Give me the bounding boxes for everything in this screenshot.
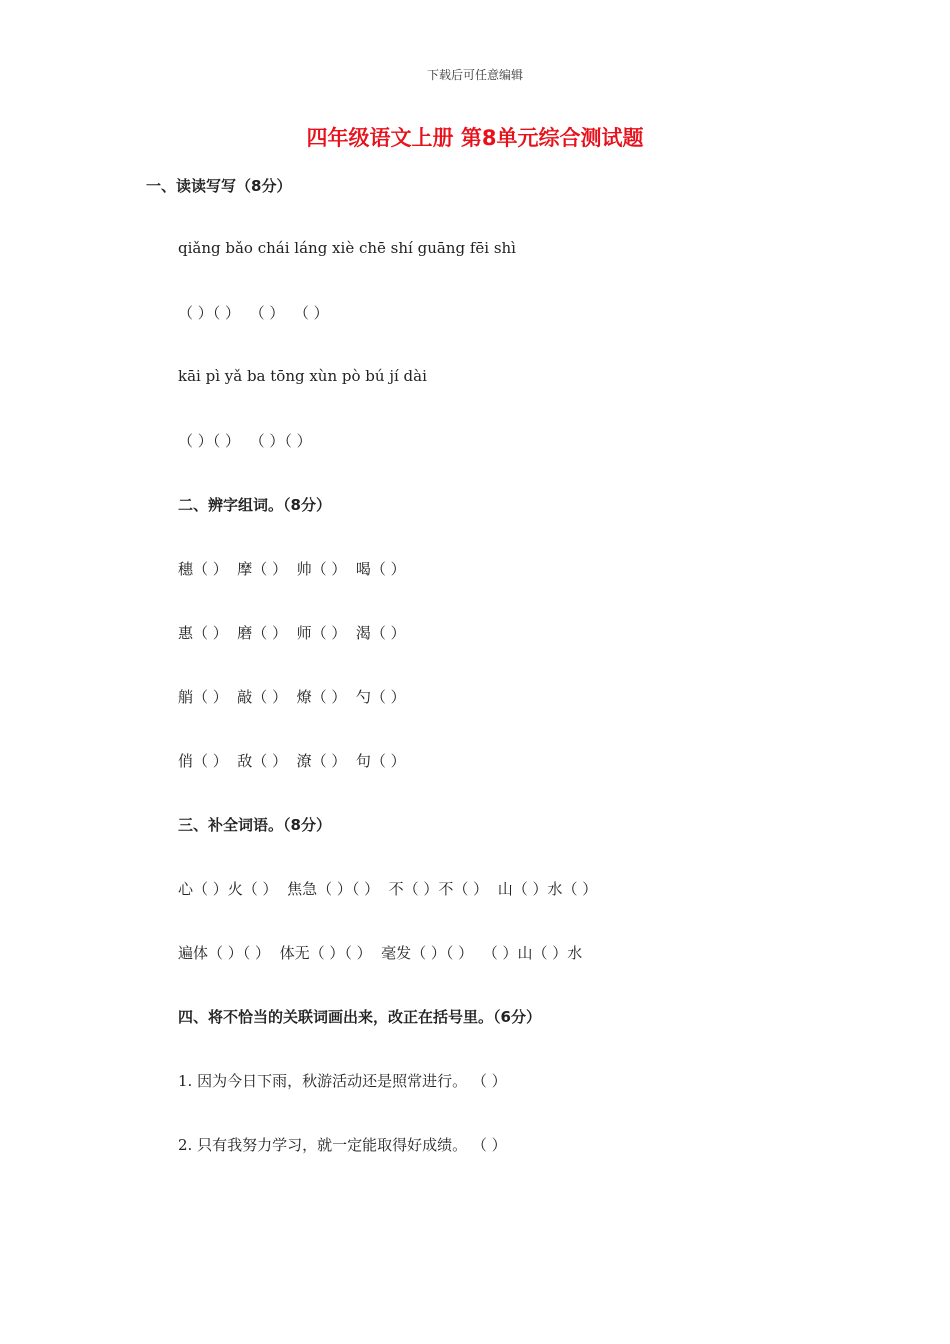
- pinyin-line-1: qiǎng bǎo chái láng xiè chē shí guāng fēi shì: [178, 239, 516, 257]
- section3-heading: 三、补全词语。（8分）: [178, 816, 331, 834]
- question-item: 2. 只有我努力学习，就一定能取得好成绩。 （ ）: [178, 1136, 507, 1154]
- question-item: 1. 因为今日下雨，秋游活动还是照常进行。 （ ）: [178, 1072, 507, 1090]
- char-pair-row: 惠（ ） 磨（ ） 师（ ） 渴（ ）: [178, 624, 406, 642]
- section2-heading: 二、辨字组词。（8分）: [178, 496, 331, 514]
- char-pair-row: 艄（ ） 敲（ ） 燎（ ） 勺（ ）: [178, 688, 406, 706]
- char-pair-row: 穗（ ） 摩（ ） 帅（ ） 喝（ ）: [178, 560, 406, 578]
- document-title: 四年级语文上册 第8单元综合测试题: [306, 126, 644, 150]
- page-header: 下载后可任意编辑: [426, 68, 523, 82]
- idiom-row: 心（ ）火（ ） 焦急（ ）（ ） 不（ ）不（ ） 山（ ）水（ ）: [178, 880, 598, 898]
- answer-brackets-2: （ ）（ ） （ ）（ ）: [178, 432, 312, 450]
- char-pair-row: 俏（ ） 敌（ ） 潦（ ） 句（ ）: [178, 752, 406, 770]
- pinyin-line-2: kāi pì yǎ ba tōng xùn pò bú jí dài: [178, 367, 427, 385]
- answer-brackets-1: （ ）（ ） （ ） （ ）: [178, 304, 329, 322]
- idiom-row: 遍体（ ）（ ） 体无（ ）（ ） 毫发（ ）（ ） （ ）山（ ）水: [178, 944, 583, 962]
- section1-heading: 一、读读写写（8分）: [146, 177, 292, 195]
- section4-heading: 四、将不恰当的关联词画出来，改正在括号里。（6分）: [178, 1008, 541, 1026]
